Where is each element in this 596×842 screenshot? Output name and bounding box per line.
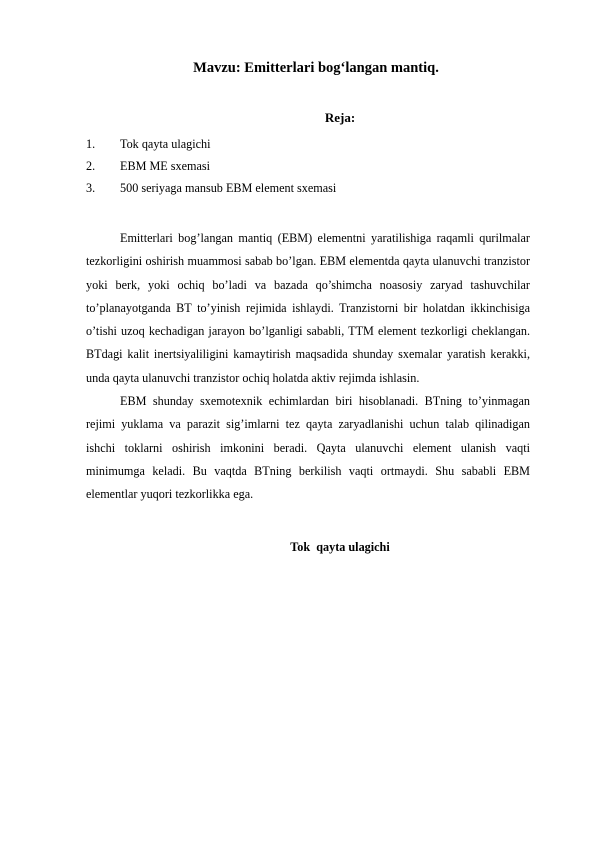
paragraph-intro: Emitterlari bog’langan mantiq (EBM) elementni yaratilishiga raqamli qurilmalar tezkorligini oshirish muammosi sabab bo’lgan. EBM elementda qayta ulanuvchi tranzistor yoki berk, yoki ochiq bo’ladi va bazada qo’shimcha noasosiy zaryad tashuvchilar to’planayotganda BT to’yinish rejimida ishlaydi. Tranzistorni bir holatdan ikkinchisiga o’tishi uzoq kechadigan jarayon bo’lganligi sababli, TTM element tezkorligi cheklangan. BTdagi kalit inertsiyaliligini kamaytirish maqsadida shunday sxemalar yaratish kerakki, unda qayta ulanuvchi tranzistor ochiq holatda aktiv rejimda ishlasin. bbox=[86, 231, 530, 385]
section-heading: Tok qayta ulagichi bbox=[290, 540, 390, 554]
plan-item-number: 2. bbox=[86, 159, 96, 173]
plan-heading: Reja: bbox=[324, 110, 356, 125]
plan-list bbox=[86, 133, 526, 199]
paragraph-second: EBM shunday sxemotexnik echimlardan biri hisoblanadi. BTning to’yinmagan rejimi yuklama va parazit sig’imlarni tez qayta zaryadlanishi uchun talab qilinadigan ishchi toklarni oshirish imkonini beradi. Qayta ulanuvchi element ulanish vaqti minimumga keladi. Bu vaqtda BTning berkilish vaqti ortmaydi. Shu sababli EBM elementlar yuqori tezkorlikka ega. bbox=[86, 394, 530, 502]
plan-item bbox=[86, 133, 526, 155]
plan-item-number: 1. bbox=[86, 137, 96, 151]
plan-item bbox=[86, 155, 526, 177]
plan-item-number: 3. bbox=[86, 181, 96, 195]
plan-item-text: 500 seriyaga mansub EBM element sxemasi bbox=[120, 181, 337, 195]
body-text bbox=[86, 227, 530, 507]
document-title: Mavzu: Emitterlari bog‘langan mantiq. bbox=[193, 60, 439, 76]
plan-item-text: EBM ME sxemasi bbox=[120, 159, 211, 173]
plan-item bbox=[86, 177, 526, 199]
plan-item-text: Tok qayta ulagichi bbox=[120, 137, 211, 151]
